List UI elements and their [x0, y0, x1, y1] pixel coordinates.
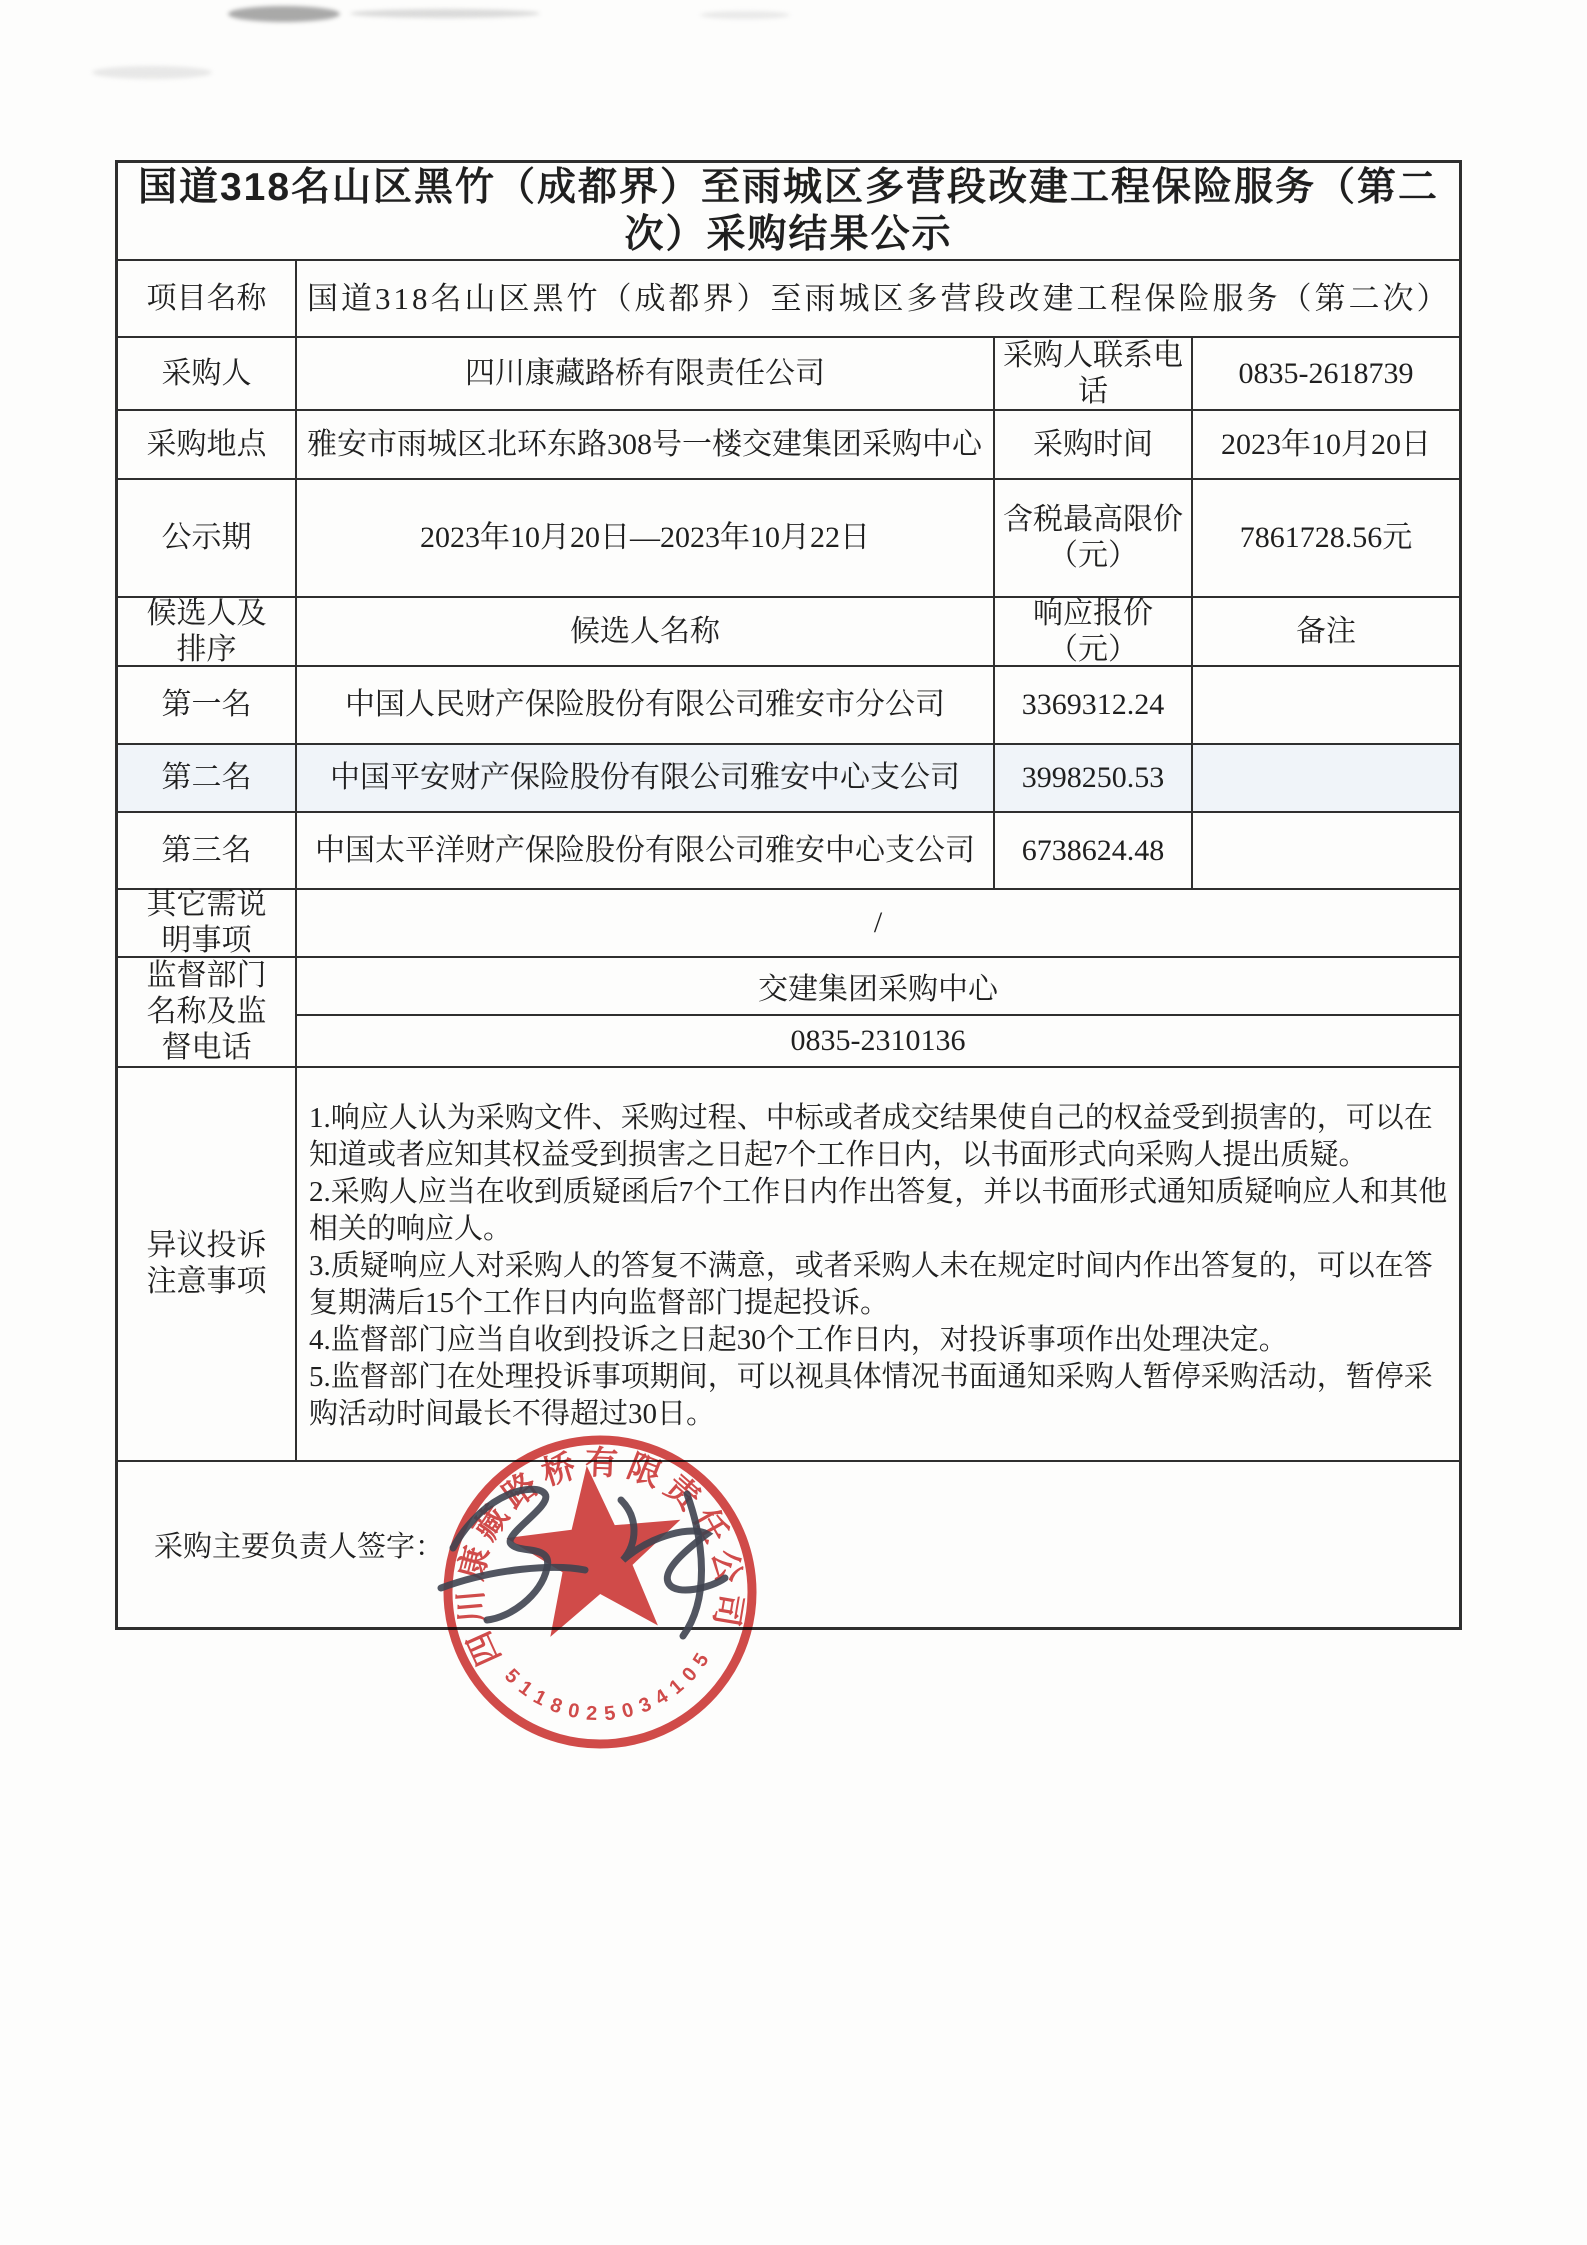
candidate-price-header: 响应报价（元）	[995, 598, 1193, 665]
candidate-row	[118, 745, 1459, 813]
candidate-rank-header: 候选人及排序	[118, 598, 297, 665]
table-row	[118, 338, 1459, 411]
location-value: 雅安市雨城区北环东路308号一楼交建集团采购中心	[297, 411, 995, 478]
project-name-label: 项目名称	[118, 261, 297, 336]
objection-row	[118, 1068, 1459, 1462]
scan-smudge	[700, 11, 790, 19]
objection-item: 2.采购人应当在收到质疑函后7个工作日内作出答复，并以书面形式通知质疑响应人和其他相关的响应人。	[309, 1176, 1448, 1245]
scan-smudge	[228, 6, 340, 22]
objection-item: 3.质疑响应人对采购人的答复不满意，或者采购人未在规定时间内作出答复的，可以在答复期满后15个工作日内向监督部门提起投诉。	[309, 1250, 1433, 1319]
candidate-name: 中国太平洋财产保险股份有限公司雅安中心支公司	[297, 813, 995, 888]
other-notes-label: 其它需说明事项	[118, 890, 297, 956]
candidate-row	[118, 667, 1459, 745]
objection-item: 1.响应人认为采购文件、采购过程、中标或者成交结果使自己的权益受到损害的，可以在知道或者应知其权益受到损害之日起7个工作日内，以书面形式向采购人提出质疑。	[309, 1102, 1433, 1171]
candidate-remark	[1193, 745, 1459, 811]
candidate-price: 3369312.24	[995, 667, 1193, 743]
other-notes-value: /	[873, 906, 883, 939]
purchaser-phone-value: 0835-2618739	[1238, 356, 1414, 390]
max-price-label: 含税最高限价（元）	[995, 480, 1193, 596]
signature-label: 采购主要负责人签字：	[154, 1531, 445, 1563]
candidate-name-header: 候选人名称	[297, 598, 995, 665]
candidate-row	[118, 813, 1459, 890]
table-row	[118, 480, 1459, 598]
candidate-name: 中国平安财产保险股份有限公司雅安中心支公司	[297, 745, 995, 811]
objection-item: 4.监督部门应当自收到投诉之日起30个工作日内，对投诉事项作出处理决定。	[309, 1324, 1288, 1356]
objection-label: 异议投诉注意事项	[118, 1068, 297, 1460]
purchaser-value: 四川康藏路桥有限责任公司	[297, 338, 995, 409]
candidate-remark	[1193, 813, 1459, 888]
table-row	[118, 261, 1459, 338]
objection-item: 5.监督部门在处理投诉事项期间，可以视具体情况书面通知采购人暂停采购活动，暂停采购活动时间最长不得超过30日。	[309, 1361, 1433, 1430]
seal-company-text: 四川康藏路桥有限责任公司	[450, 1443, 750, 1672]
supervision-values	[297, 958, 1459, 1066]
candidate-rank: 第二名	[118, 745, 297, 811]
supervision-label: 监督部门名称及监督电话	[118, 958, 297, 1066]
candidate-price: 6738624.48	[995, 813, 1193, 888]
table-row	[118, 163, 1459, 261]
scan-smudge	[92, 66, 212, 79]
candidate-rank: 第三名	[118, 813, 297, 888]
purchaser-label: 采购人	[118, 338, 297, 409]
location-label: 采购地点	[118, 411, 297, 478]
project-name-value: 国道318名山区黑竹（成都界）至雨城区多营段改建工程保险服务（第二次）	[307, 280, 1451, 316]
purchase-time-value: 2023年10月20日	[1221, 427, 1431, 461]
candidate-rank: 第一名	[118, 667, 297, 743]
purchase-time-label: 采购时间	[995, 411, 1193, 478]
publicity-period-value: 2023年10月20日—2023年10月22日	[297, 480, 995, 596]
handwritten-signature	[425, 1460, 797, 1660]
scan-smudge	[350, 9, 540, 18]
candidate-remark	[1193, 667, 1459, 743]
publicity-period-label: 公示期	[118, 480, 297, 596]
candidate-remark-header: 备注	[1296, 614, 1356, 648]
page-title: 国道318名山区黑竹（成都界）至雨城区多营段改建工程保险服务（第二次）采购结果公示	[137, 166, 1440, 256]
procurement-result-table	[115, 160, 1462, 1630]
supervision-phone: 0835-2310136	[790, 1024, 966, 1057]
table-row	[118, 890, 1459, 958]
table-row	[118, 411, 1459, 480]
purchaser-phone-label: 采购人联系电话	[995, 338, 1193, 409]
objection-notes	[297, 1068, 1459, 1460]
candidate-name: 中国人民财产保险股份有限公司雅安市分公司	[297, 667, 995, 743]
candidates-header-row	[118, 598, 1459, 667]
seal-number-text: 5118025034105	[500, 1642, 718, 1726]
supervision-department: 交建集团采购中心	[297, 958, 1459, 1016]
max-price-value: 7861728.56元	[1239, 521, 1413, 554]
table-row	[118, 958, 1459, 1068]
candidate-price: 3998250.53	[995, 745, 1193, 811]
